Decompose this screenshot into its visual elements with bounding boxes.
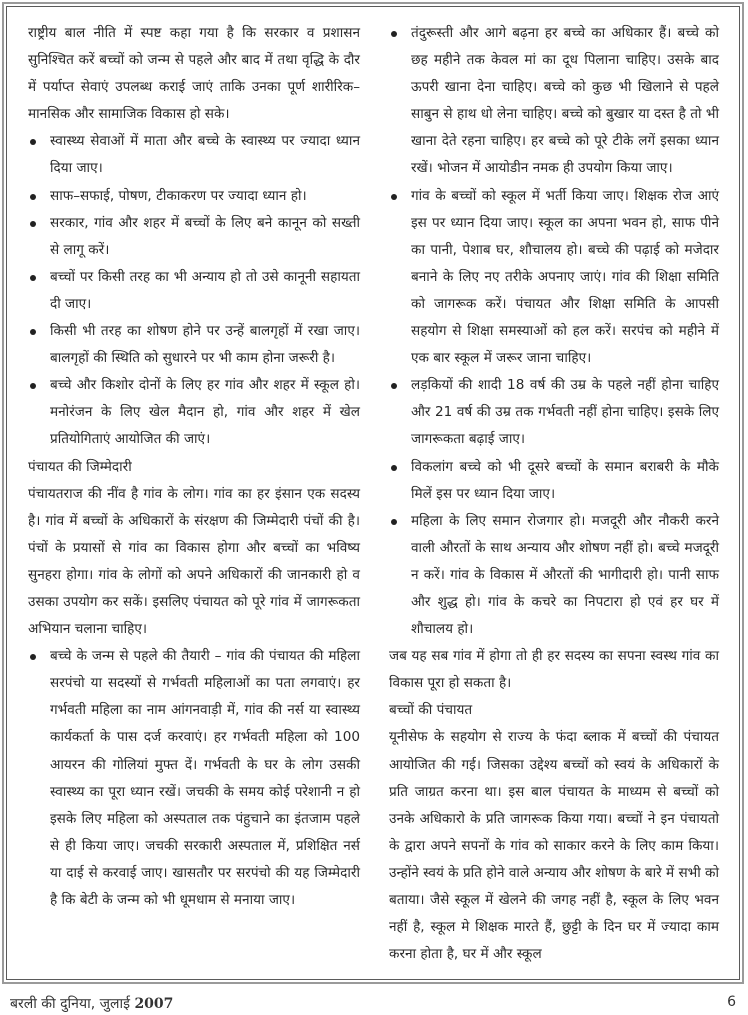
publication-name: बरली की दुनिया, जुलाई — [10, 996, 130, 1012]
list-item: बच्चे और किशोर दोनों के लिए हर गांव और शहर में स्कूल हो। मनोरंजन के लिए खेल मैदान हो, गांव और शहर में खेल प्रतियोगिताएं आयोजित की जाएं। — [28, 372, 360, 453]
page-number: 6 — [727, 994, 736, 1010]
publication-year: 2007 — [134, 996, 174, 1012]
panchayat-paragraph: पंचायतराज की नींव है गांव के लोग। गांव का हर इंसान एक सदस्य है। गांव में बच्चों के अधिकारों के संरक्षण की जिम्मेदारी पंचों की है। पंचों के प्रयासों से गांव का विकास होगा और बच्चों का भविष्य सुनहरा होगा। गांव के लोगों को अपने अधिकारों की जानकारी हो व उसका उपयोग कर सकें। इसलिए पंचायत को पूरे गांव में जागरूकता अभियान चलाना चाहिए। — [28, 485, 360, 638]
right-column — [389, 20, 719, 968]
list-item: किसी भी तरह का शोषण होने पर उन्हें बालगृहों में रखा जाए। बालगृहों की स्थिति को सुधारने पर भी काम होना जरूरी है। — [28, 318, 360, 372]
list-item: स्वास्थ्य सेवाओं में माता और बच्चे के स्वास्थ्य पर ज्यादा ध्यान दिया जाए। — [28, 128, 360, 182]
section-heading-panchayat-responsibility: पंचायत की जिम्मेदारी — [28, 458, 132, 475]
left-column — [28, 20, 360, 914]
section-heading-children-panchayat: बच्चों की पंचायत — [389, 702, 473, 719]
list-item: गांव के बच्चों को स्कूल में भर्ती किया जाए। शिक्षक रोज आएं इस पर ध्यान दिया जाए। स्कूल का अपना भवन हो, साफ पीने का पानी, पेशाब घर, शौचालय हो। बच्चे की पढ़ाई को मजेदार बनाने के लिए नए तरीके अपनाए जाएं। गांव की शिक्षा समिति को जागरूक करें। पंचायत और शिक्षा समिति के आपसी सहयोग से शिक्षा समस्याओं को हल करें। सरपंच को महीने में एक बार स्कूल में जरूर जाना चाहिए। — [389, 183, 719, 373]
bullet-icon — [30, 275, 36, 281]
bullet-icon — [30, 139, 36, 145]
list-item: विकलांग बच्चे को भी दूसरे बच्चों के समान बराबरी के मौके मिलें इस पर ध्यान दिया जाए। — [389, 454, 719, 508]
list-item: महिला के लिए समान रोजगार हो। मजदूरी और नौकरी करने वाली औरतों के साथ अन्याय और शोषण नहीं हो। बच्चे मजदूरी न करें। गांव के विकास में औरतों की भागीदारी हो। पानी साफ और शुद्ध हो। गांव के कचरे का निपटारा हो एवं हर घर में शौचालय हो। — [389, 508, 719, 643]
closing-paragraph: जब यह सब गांव में होगा तो ही हर सदस्य का सपना स्वस्थ गांव का विकास पूरा हो सकता है। — [389, 648, 719, 692]
panchayat-bullet-list — [28, 643, 360, 914]
bullet-icon — [30, 329, 36, 335]
list-item: बच्चे के जन्म से पहले की तैयारी – गांव की पंचायत की महिला सरपंचो या सदस्यों से गर्भवती महिलाओं का पता लगवाएं। हर गर्भवती महिला का नाम आंगनवाड़ी में, गांव की नर्स या स्वास्थ्य कार्यकर्ता के पास दर्ज करवाएं। हर गर्भवती महिला को 100 आयरन की गोलियां मुफ्त दें। गर्भवती के घर के लोग उसकी स्वास्थ्य का पूरा ध्यान रखें। जचकी के समय कोई परेशानी न हो इसके लिए महिला को अस्पताल तक पंहुचाने का इंतजाम पहले से ही किया जाए। जचकी सरकारी अस्पताल में, प्रशिक्षित नर्स या दाई से करवाई जाए। खासतौर पर सरपंचो की यह जिम्मेदारी है कि बेटी के जन्म को भी धूमधाम से मनाया जाए। — [28, 643, 360, 914]
rights-bullet-list — [389, 20, 719, 643]
bullet-icon — [30, 383, 36, 389]
bullet-icon — [391, 194, 397, 200]
bullet-icon — [391, 31, 397, 37]
bullet-icon — [30, 194, 36, 200]
publication-info — [10, 994, 173, 1013]
bullet-icon — [391, 465, 397, 471]
bullet-icon — [30, 654, 36, 660]
list-item: लड़कियों की शादी 18 वर्ष की उम्र के पहले नहीं होना चाहिए और 21 वर्ष की उम्र तक गर्भवती नहीं होना चाहिए। इसके लिए जागरूकता बढ़ाई जाए। — [389, 372, 719, 453]
bullet-icon — [391, 519, 397, 525]
policy-bullet-list — [28, 128, 360, 453]
list-item: बच्चों पर किसी तरह का भी अन्याय हो तो उसे कानूनी सहायता दी जाए। — [28, 264, 360, 318]
bullet-icon — [30, 221, 36, 227]
intro-paragraph: राष्ट्रीय बाल नीति में स्पष्ट कहा गया है कि सरकार व प्रशासन सुनिश्चित करें बच्चों को जन्म से पहले और बाद में तथा वृद्धि के दौर में पर्याप्त सेवाएं उपलब्ध कराई जाएं ताकि उनका पूर्ण शारीरिक–मानसिक और सामाजिक विकास हो सके। — [28, 25, 360, 123]
page-footer — [0, 990, 748, 1015]
list-item: साफ–सफाई, पोषण, टीकाकरण पर ज्यादा ध्यान हो। — [28, 183, 360, 210]
list-item: तंदुरूस्ती और आगे बढ़ना हर बच्चे का अधिकार हैं। बच्चे को छह महीने तक केवल मां का दूध पिलाना चाहिए। उसके बाद ऊपरी खाना देना चाहिए। बच्चे को कुछ भी खिलाने से पहले साबुन से हाथ धो लेना चाहिए। बच्चे को बुखार या दस्त है तो भी खाना देते रहना चाहिए। हर बच्चे को पूरे टीके लगें इसका ध्यान रखें। भोजन में आयोडीन नमक ही उपयोग किया जाए। — [389, 20, 719, 183]
bullet-icon — [391, 383, 397, 389]
children-panchayat-paragraph: यूनीसेफ के सहयोग से राज्य के फंदा ब्लाक में बच्चों की पंचायत आयोजित की गई। जिसका उद्देश्य बच्चों को स्वयं के अधिकारों के प्रति जाग्रत करना था। इस बाल पंचायत के माध्यम से बच्चों को उनके अधिकारो के प्रति जागरूक किया गया। बच्चों ने इन पंचायतो के द्वारा अपने सपनों के गांव को साकार करने के लिए काम किया। उन्होंने स्वयं के प्रति होने वाले अन्याय और शोषण के बारे में सभी को बताया। जैसे स्कूल में खेलने की जगह नहीं है, स्कूल के लिए भवन नहीं है, स्कूल मे शिक्षक मारते हैं, छुट्टी के दिन घर में ज्यादा काम करना होता है, घर में और स्कूल — [389, 729, 719, 963]
list-item: सरकार, गांव और शहर में बच्चों के लिए बने कानून को सख्ती से लागू करें। — [28, 210, 360, 264]
